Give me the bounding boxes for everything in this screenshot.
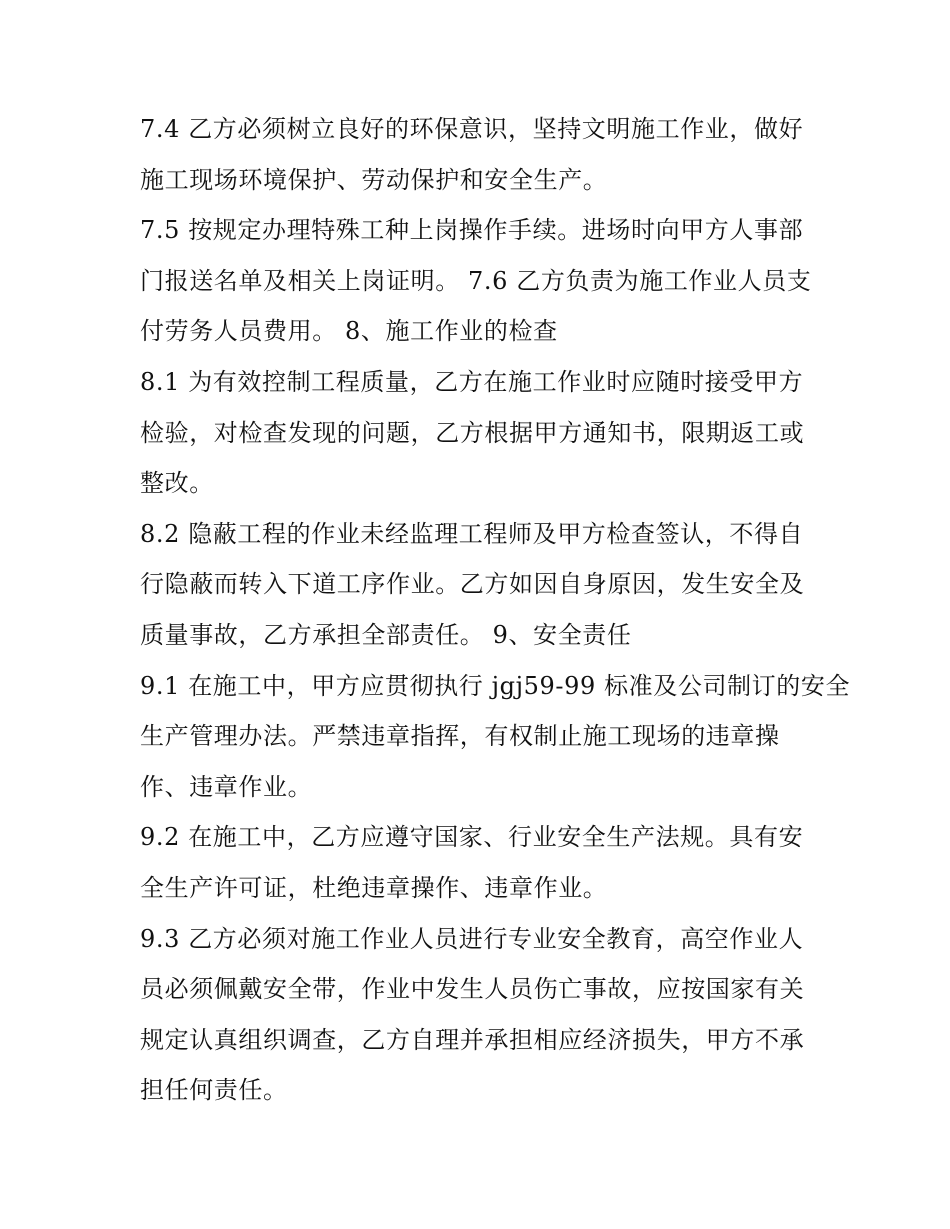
- text-line: 全生产许可证，杜绝违章操作、违章作业。: [140, 873, 608, 902]
- text-line: 整改。: [140, 469, 214, 498]
- text-line: 规定认真组织调查，乙方自理并承担相应经济损失，甲方不承: [140, 1025, 805, 1054]
- text-line: 9.3 乙方必须对施工作业人员进行专业安全教育，高空作业人: [140, 924, 804, 953]
- text-line: 担任何责任。: [140, 1076, 288, 1105]
- text-line: 门报送名单及相关上岗证明。 7.6 乙方负责为施工作业人员支: [140, 266, 812, 295]
- text-line: 施工现场环境保护、劳动保护和安全生产。: [140, 165, 608, 194]
- document-body: [140, 104, 851, 1116]
- text-line: 9.1 在施工中，甲方应贯彻执行 jgj59-99 标准及公司制订的安全: [140, 671, 851, 700]
- text-line: 9.2 在施工中，乙方应遵守国家、行业安全生产法规。具有安: [140, 823, 804, 852]
- text-line: 付劳务人员费用。 8、施工作业的检查: [140, 317, 558, 346]
- text-line: 检验，对检查发现的问题，乙方根据甲方通知书，限期返工或: [140, 418, 805, 447]
- text-line: 作、违章作业。: [140, 772, 313, 801]
- text-line: 7.4 乙方必须树立良好的环保意识，坚持文明施工作业，做好: [140, 115, 804, 143]
- text-line: 生产管理办法。严禁违章指挥，有权制止施工现场的违章操: [140, 722, 780, 751]
- text-line: 员必须佩戴安全带，作业中发生人员伤亡事故，应按国家有关: [140, 975, 805, 1004]
- text-line: 质量事故，乙方承担全部责任。 9、安全责任: [140, 620, 632, 649]
- text-line: 8.2 隐蔽工程的作业未经监理工程师及甲方检查签认，不得自: [140, 519, 804, 548]
- text-line: 行隐蔽而转入下道工序作业。乙方如因自身原因，发生安全及: [140, 570, 805, 599]
- text-line: 8.1 为有效控制工程质量，乙方在施工作业时应随时接受甲方: [140, 367, 804, 396]
- text-line: 7.5 按规定办理特殊工种上岗操作手续。进场时向甲方人事部: [140, 216, 804, 245]
